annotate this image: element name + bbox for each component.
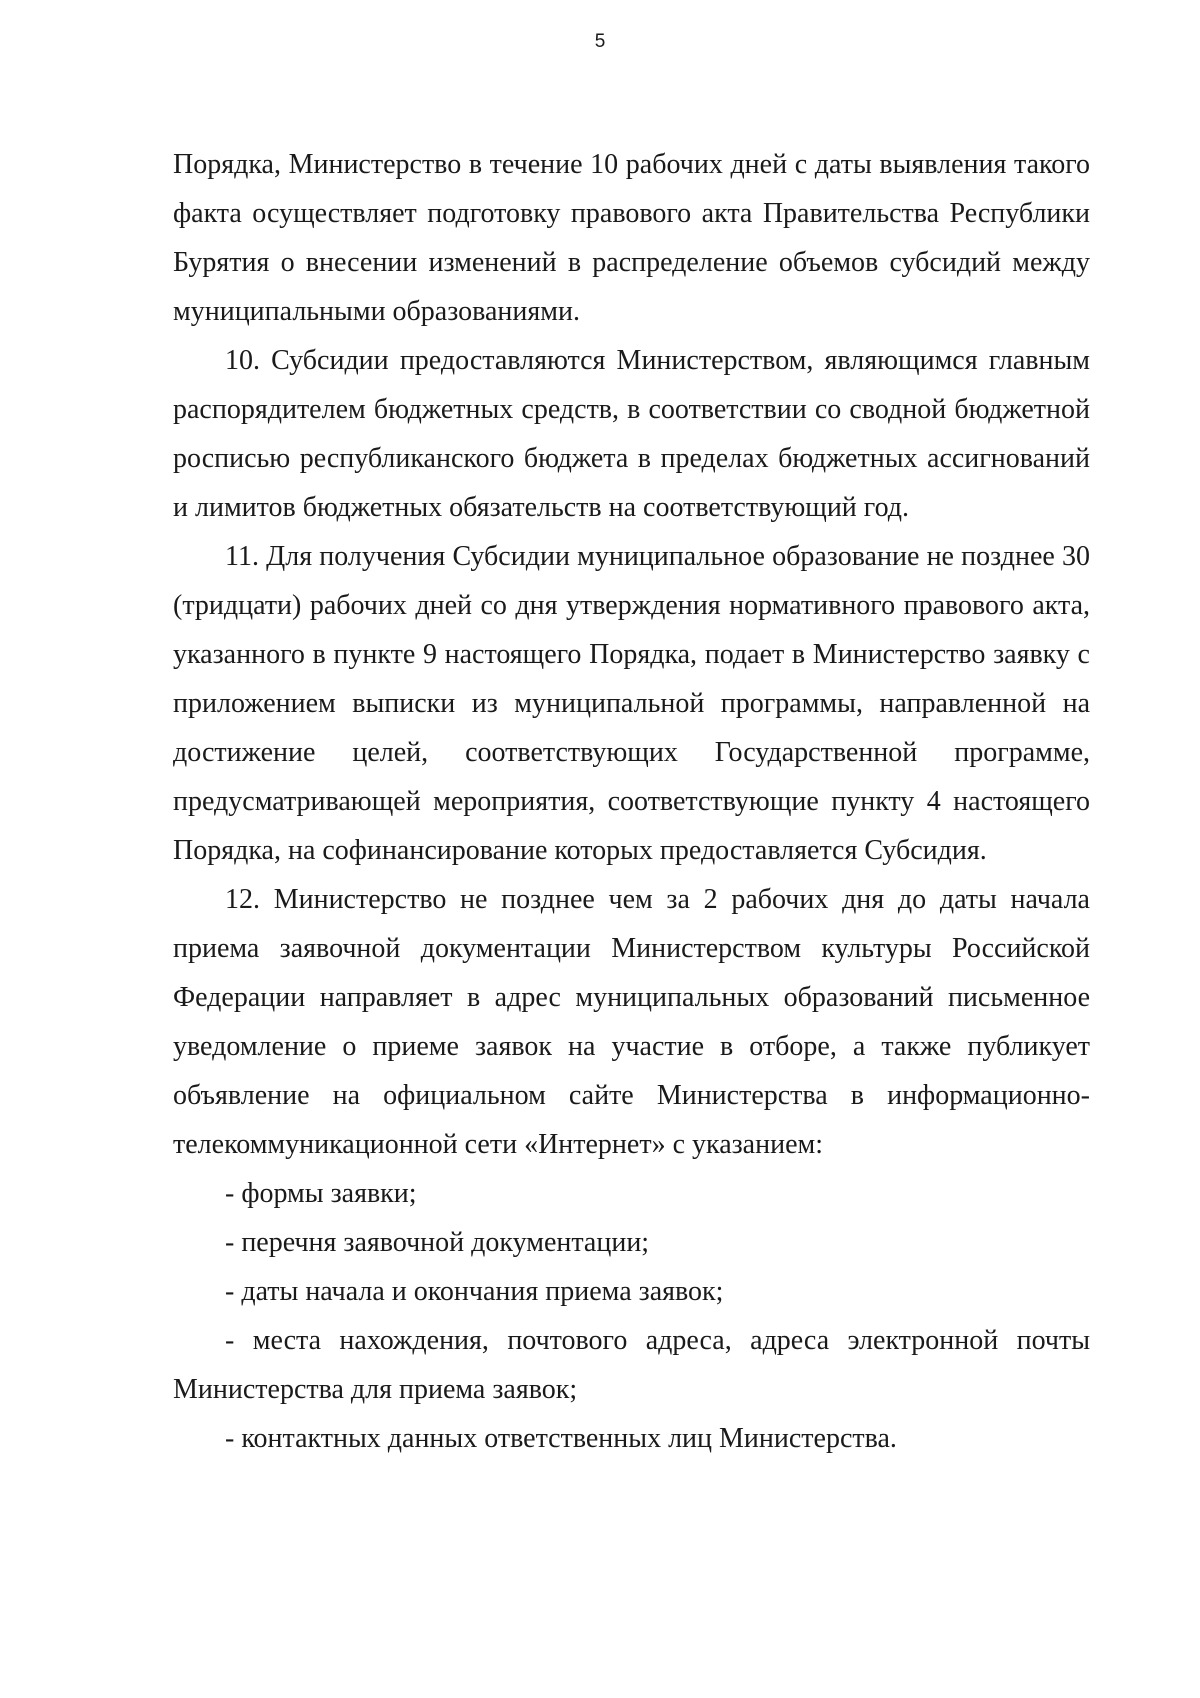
list-item-address: - места нахождения, почтового адреса, адреса электронной почты Министерства для приема заявок;	[173, 1325, 1090, 1405]
page-number: 5	[594, 31, 606, 52]
list-item-dates: - даты начала и окончания приема заявок;	[225, 1276, 724, 1307]
list-item-contacts: - контактных данных ответственных лиц Министерства.	[225, 1423, 897, 1454]
list-item-document-list: - перечня заявочной документации;	[225, 1227, 650, 1258]
list-item-application-form: - формы заявки;	[225, 1178, 417, 1209]
paragraph-item-12: 12. Министерство не позднее чем за 2 рабочих дня до даты начала приема заявочной документации Министерством культуры Российской Федерации направляет в адрес муниципальных образований письменное уведомление о приеме заявок на участие в отборе, а также публикует объявление на официальном сайте Министерства в информационно-телекоммуникационной сети «Интернет» с указанием:	[173, 884, 1090, 1160]
paragraph-continuation: Порядка, Министерство в течение 10 рабочих дней с даты выявления такого факта осуществляет подготовку правового акта Правительства Республики Бурятия о внесении изменений в распределение объемов субсидий между муниципальными образованиями.	[173, 149, 1090, 327]
paragraph-item-10: 10. Субсидии предоставляются Министерством, являющимся главным распорядителем бюджетных средств, в соответствии со сводной бюджетной росписью республиканского бюджета в пределах бюджетных ассигнований и лимитов бюджетных обязательств на соответствующий год.	[173, 345, 1090, 523]
paragraph-item-11: 11. Для получения Субсидии муниципальное образование не позднее 30 (тридцати) рабочих дней со дня утверждения нормативного правового акта, указанного в пункте 9 настоящего Порядка, подает в Министерство заявку с приложением выписки из муниципальной программы, направленной на достижение целей, соответствующих Государственной программе, предусматривающей мероприятия, соответствующие пункту 4 настоящего Порядка, на софинансирование которых предоставляется Субсидия.	[173, 541, 1090, 866]
document-body	[173, 140, 1090, 1463]
